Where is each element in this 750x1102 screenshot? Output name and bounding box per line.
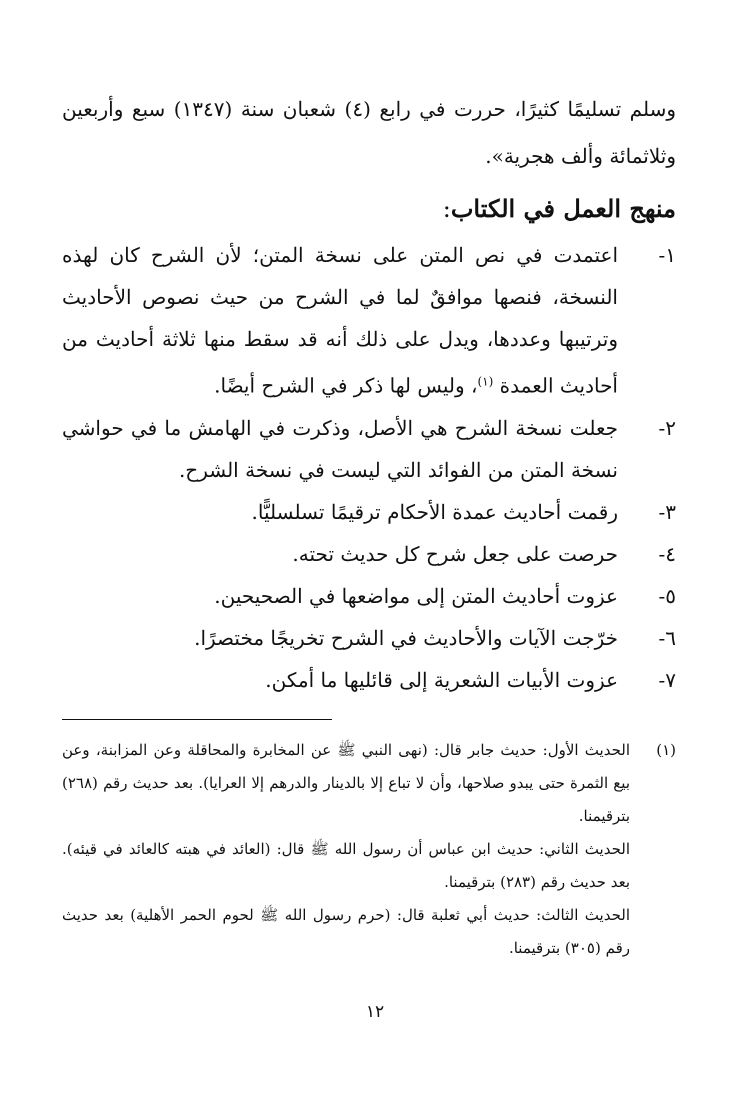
page-number: ١٢ (365, 1002, 385, 1022)
footnote-reference (477, 374, 499, 398)
list-item-text-main: اعتمدت في نص المتن على نسخة المتن؛ لأن الشرح كان لهذه النسخة، فنصها موافقٌ لما في الشرح من حيث نصوص الأحاديث وترتيبها وعددها، ويدل على ذلك أنه قد سقط منها ثلاثة أحاديث من أحاديث العمدة (62, 243, 618, 398)
list-item-number: ١- (658, 243, 676, 267)
list-item (62, 659, 676, 701)
list-item-text: جعلت نسخة الشرح هي الأصل، وذكرت في الهامش ما في حواشي نسخة المتن من الفوائد التي ليست في نسخة الشرح. (62, 415, 618, 482)
list-item (62, 575, 676, 617)
list-item (62, 533, 676, 575)
list-item-number: ٦- (658, 625, 676, 650)
footnotes (62, 734, 676, 965)
methodology-list (62, 234, 676, 701)
footnote-paragraph: الحديث الأول: حديث جابر قال: (نهى النبي ﷺ عن المخابرة والمحاقلة وعن المزابنة، وعن بيع الثمرة حتى يبدو صلاحها، وأن لا تباع إلا بالدينار والدرهم إلا العرايا). بعد حديث رقم (٢٦٨) بترقيمنا. (62, 740, 630, 825)
section-heading-colon: : (442, 195, 451, 223)
list-item-text (62, 234, 618, 407)
section-heading (62, 186, 676, 232)
list-item-number: ٤- (658, 541, 676, 566)
list-item (62, 234, 676, 407)
footnote-marker: (١) (656, 740, 676, 759)
list-item-number: ٣- (658, 499, 676, 524)
list-item-text: عزوت أحاديث المتن إلى مواضعها في الصحيحين. (214, 583, 618, 608)
footnote-paragraph: الحديث الثاني: حديث ابن عباس أن رسول الله ﷺ قال: (العائد في هبته كالعائد في قيئه). بعد حديث رقم (٢٨٣) بترقيمنا. (62, 839, 630, 891)
footnote-reference-marker: (١) (477, 374, 494, 388)
footnote-body (62, 734, 630, 965)
footnote-divider (62, 719, 332, 720)
list-item (62, 491, 676, 533)
section-heading-text: منهج العمل في الكتاب (450, 194, 676, 223)
list-item (62, 407, 676, 491)
list-item-text-tail: ، وليس لها ذكر في الشرح أيضًا. (214, 373, 478, 398)
book-page (62, 86, 676, 1046)
list-item-text: عزوت الأبيات الشعرية إلى قائليها ما أمكن. (265, 667, 618, 692)
list-item-number: ٥- (658, 583, 676, 608)
list-item-text: خرّجت الآيات والأحاديث في الشرح تخريجًا مختصرًا. (194, 625, 618, 650)
footnote (62, 734, 676, 965)
list-item-number: ٧- (658, 667, 676, 692)
list-item-number: ٢- (658, 415, 676, 440)
footnote-paragraph: الحديث الثالث: حديث أبي ثعلبة قال: (حرم رسول الله ﷺ لحوم الحمر الأهلية) بعد حديث رقم (٣٠٥) بترقيمنا. (62, 905, 630, 957)
list-item-text: حرصت على جعل شرح كل حديث تحته. (292, 541, 618, 566)
intro-paragraph: وسلم تسليمًا كثيرًا، حررت في رابع (٤) شعبان سنة (١٣٤٧) سبع وأربعين وثلاثمائة وألف هجرية». (62, 97, 677, 168)
list-item (62, 617, 676, 659)
list-item-text: رقمت أحاديث عمدة الأحكام ترقيمًا تسلسليًّا. (251, 499, 618, 524)
